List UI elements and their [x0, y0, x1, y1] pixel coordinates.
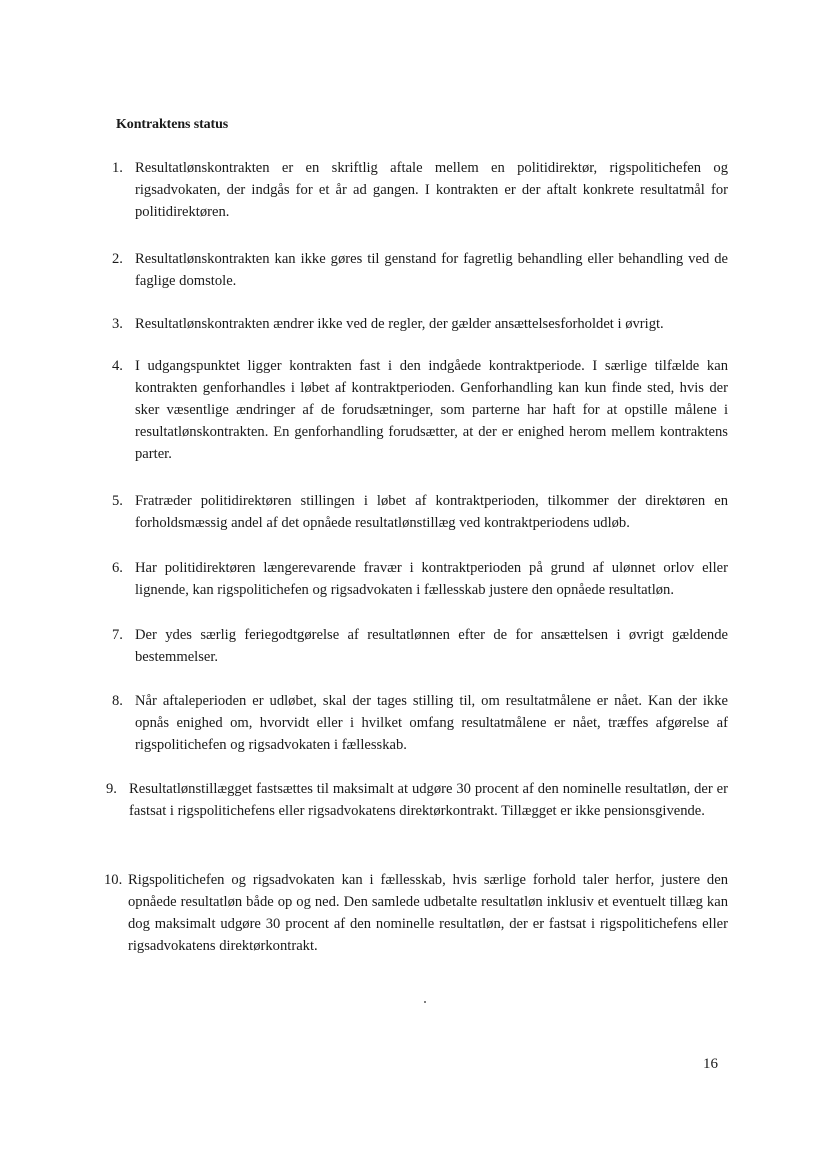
item-number: 5.	[112, 493, 123, 509]
item-number: 1.	[112, 160, 123, 176]
item-text: Rigspolitichefen og rigsadvokaten kan i fællesskab, hvis særlige forhold taler herfor, justere den opnåede resultatløn både op og ned. Den samlede udbetalte resultatløn inklusiv et eventuelt tillæg kan dog maksimalt udgøre 30 procent af den nominelle resultatløn, der er fastsat i rigspolitichefens eller rigsadvokatens direktørkontrakt.	[128, 872, 728, 954]
item-number: 9.	[106, 781, 117, 797]
list-item-10	[104, 869, 728, 957]
item-text: Resultatlønskontrakten er en skriftlig aftale mellem en politidirektør, rigspolitichefen og rigsadvokaten, der indgås for et år ad gangen. I kontrakten er der aftalt konkrete resultatmål for politidirektøren.	[135, 160, 728, 220]
item-text: Når aftaleperioden er udløbet, skal der tages stilling til, om resultatmålene er nået. Kan der ikke opnås enighed om, hvorvidt eller i hvilket omfang resultatmålene er nået, træffes afgørelse af rigspolitichefen og rigsadvokaten i fællesskab.	[135, 693, 728, 753]
item-number: 10.	[104, 872, 123, 888]
item-text: Fratræder politidirektøren stillingen i løbet af kontraktperioden, tilkommer der direktøren en forholdsmæssig andel af det opnåede resultatlønstillæg ved kontraktperiodens udløb.	[135, 493, 728, 531]
item-text: Der ydes særlig feriegodtgørelse af resultatlønnen efter de for ansættelsen i øvrigt gældende bestemmelser.	[135, 627, 728, 665]
section-heading: Kontraktens status	[116, 117, 229, 132]
item-text: Resultatlønskontrakten kan ikke gøres til genstand for fagretlig behandling eller behandling ved de faglige domstole.	[135, 251, 728, 289]
item-text: Resultatlønskontrakten ændrer ikke ved de regler, der gælder ansættelsesforholdet i øvrigt.	[135, 316, 664, 332]
list-item-2	[112, 248, 728, 292]
list-item-8	[112, 690, 728, 756]
list-item-3	[112, 313, 728, 335]
list-item-1	[112, 157, 728, 223]
item-text: Har politidirektøren længerevarende fravær i kontraktperioden på grund af ulønnet orlov eller lignende, kan rigspolitichefen og rigsadvokaten i fællesskab justere den opnåede resultatløn.	[135, 560, 728, 598]
item-number: 7.	[112, 627, 123, 643]
list-item-5	[112, 490, 728, 534]
item-text: I udgangspunktet ligger kontrakten fast i den indgåede kontraktperiode. I særlige tilfælde kan kontrakten genforhandles i løbet af kontraktperioden. Genforhandling kan kun finde sted, hvis der sker væsentlige ændringer af de forudsætninger, som parterne har haft for at opstille målene i resultatlønskontrakten. En genforhandling forudsætter, at der er enighed herom mellem kontraktens parter.	[135, 358, 728, 462]
scan-speck	[424, 1001, 426, 1003]
item-number: 6.	[112, 560, 123, 576]
page-number: 16	[703, 1056, 718, 1072]
item-number: 8.	[112, 693, 123, 709]
list-item-4	[112, 355, 728, 465]
list-item-9	[106, 778, 728, 822]
list-item-7	[112, 624, 728, 668]
item-number: 4.	[112, 358, 123, 374]
list-item-6	[112, 557, 728, 601]
item-number: 3.	[112, 316, 123, 332]
item-number: 2.	[112, 251, 123, 267]
item-text: Resultatlønstillægget fastsættes til maksimalt at udgøre 30 procent af den nominelle resultatløn, der er fastsat i rigspolitichefens eller rigsadvokatens direktørkontrakt. Tillægget er ikke pensionsgivende.	[129, 781, 728, 819]
